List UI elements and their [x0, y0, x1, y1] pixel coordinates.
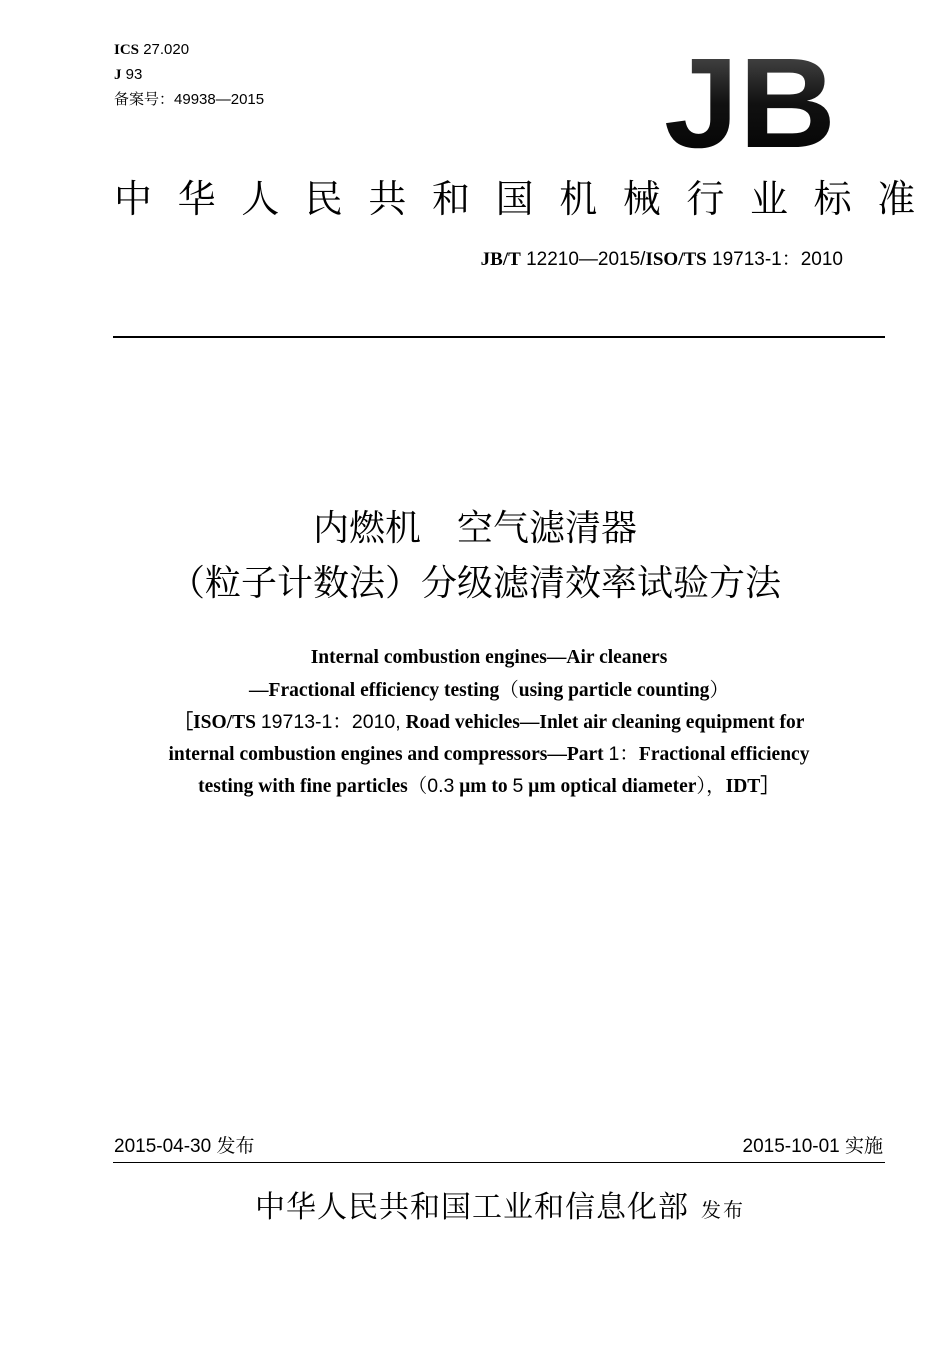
english-title-line-5-a: testing with fine particles — [198, 776, 408, 797]
english-title-line-4-b: 1： — [608, 743, 639, 765]
english-title-line-2-a: —Fractional efficiency testing — [249, 680, 500, 701]
chinese-title-line-1: 内燃机 空气滤清器 — [312, 508, 637, 549]
jb-logo-text: JB — [664, 50, 836, 154]
english-title-line-4-a: internal combustion engines and compressors—Part — [168, 744, 604, 765]
standard-type: 中华人民共和国机械行业标准 — [114, 177, 941, 221]
jb-logo — [662, 50, 838, 154]
english-title-line-5-d: 5 — [512, 775, 524, 797]
english-title-line-3-c: Road vehicles—Inlet air cleaning equipment for — [405, 712, 805, 733]
standard-number-part-1: 12210—2015/ — [526, 249, 646, 270]
standard-number-prefix-jbt: JB/T — [480, 249, 521, 270]
english-title-line-2-d: ） — [709, 679, 729, 701]
effective-date: 2015-10-01 实施 — [742, 1136, 883, 1157]
english-title-line-5 — [0, 774, 950, 799]
english-title-line-5-e: μm optical diameter — [528, 776, 697, 797]
english-title-line-4-c: Fractional efficiency — [638, 744, 810, 765]
ics-value: 27.020 — [143, 41, 190, 58]
publisher-name: 中华人民共和国工业和信息化部 — [255, 1190, 689, 1225]
english-title-line-3-a: ［ISO/TS — [173, 712, 256, 733]
release-date: 2015-04-30 发布 — [114, 1136, 255, 1157]
english-title-line-5-c: μm to — [459, 776, 508, 797]
english-title-line-2 — [0, 678, 950, 703]
english-title-line-3 — [0, 710, 950, 735]
english-title-line-5-g: IDT］ — [725, 776, 780, 797]
top-rule — [113, 336, 885, 338]
ccs-value: 93 — [125, 66, 143, 83]
english-title-line-4 — [0, 742, 950, 767]
english-title-line-2-c: using particle counting — [518, 680, 710, 701]
publisher — [0, 1188, 950, 1230]
filing-value: 49938—2015 — [174, 91, 265, 108]
standard-number — [481, 249, 843, 271]
ics-prefix: ICS — [114, 42, 140, 58]
ccs-code — [114, 66, 142, 84]
ccs-prefix: J — [114, 67, 122, 83]
english-title-line-3-b: 19713-1：2010, — [260, 711, 401, 733]
standard-number-part-2: 19713-1：2010 — [712, 249, 843, 270]
publisher-suffix: 发布 — [701, 1198, 745, 1222]
filing-label: 备案号： — [114, 91, 175, 108]
english-title-line-2-b: （ — [499, 679, 519, 701]
filing-number — [114, 91, 264, 109]
ics-code — [114, 41, 189, 59]
chinese-title-line-2: （粒子计数法）分级滤清效率试验方法 — [168, 563, 781, 604]
bottom-rule — [113, 1162, 885, 1163]
english-title-line-1: Internal combustion engines—Air cleaners — [310, 647, 668, 668]
standard-number-prefix-iso: ISO/TS — [645, 249, 707, 270]
english-title-line-5-f: ）， — [696, 775, 726, 797]
english-title-line-5-b: （0.3 — [407, 775, 455, 797]
